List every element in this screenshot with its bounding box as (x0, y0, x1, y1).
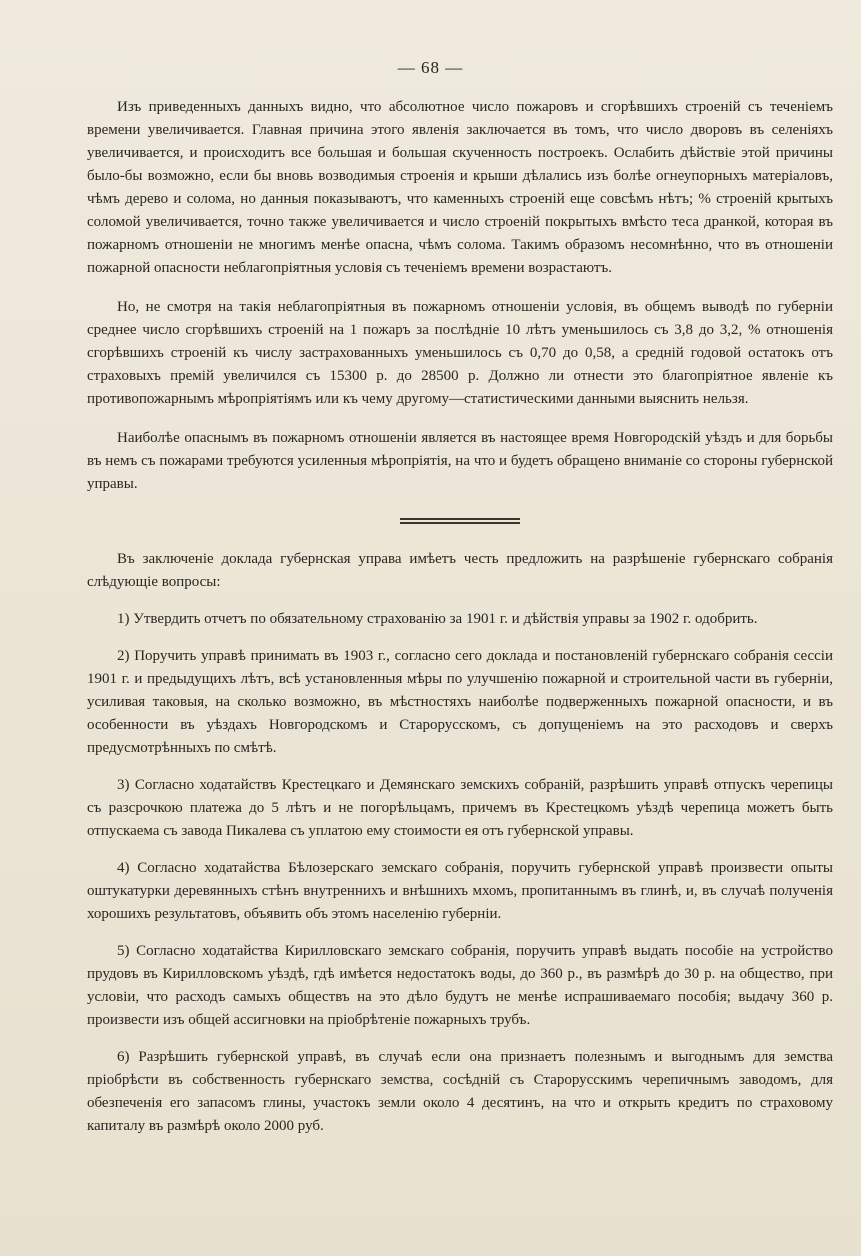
proposal-item-4: 4) Согласно ходатайства Бѣлозерскаго земскаго собранія, поручить губернской управѣ произвести опыты оштукатурки деревянныхъ стѣнъ внутреннихъ и внѣшнихъ мхомъ, пропитаннымъ въ глинѣ, и, въ случаѣ полученія хорошихъ результатовъ, объявить объ этомъ населенію губерніи. (87, 860, 833, 922)
paragraph-fire-measures: Но, не смотря на такія неблагопріятныя въ пожарномъ отношеніи условія, въ общемъ выводѣ по губерніи среднее число сгорѣвшихъ строеній на 1 пожаръ за послѣдніе 10 лѣтъ уменьшилось съ 3,8 до 3,2, % отношенія сгорѣвшихъ строеній къ числу застрахованныхъ уменьшилось съ 0,70 до 0,58, а средній годовой остатокъ отъ страховыхъ премій увеличился съ 15300 р. до 28500 р. Должно ли отнести это благопріятное явленіе къ противопожарнымъ мѣропріятіямъ или къ чему другому—статистическими данными выяснить нельзя. (87, 299, 833, 407)
proposal-item-2: 2) Поручить управѣ принимать въ 1903 г., согласно сего доклада и постановленій губернскаго собранія сессіи 1901 г. и предыдущихъ лѣтъ, всѣ установленныя мѣры по улучшенію пожарной и строительной части въ губерніи, усиливая таковыя, на сколько возможно, въ мѣстностяхъ наиболѣе подверженныхъ пожарной опасности, и въ особенности въ уѣздахъ Новгородскомъ и Старорусскомъ, съ допущеніемъ на это расходовъ и сверхъ предусмотрѣнныхъ по смѣтѣ. (87, 648, 833, 756)
section-divider (400, 518, 520, 524)
paragraph-fire-statistics: Изъ приведенныхъ данныхъ видно, что абсолютное число пожаровъ и сгорѣвшихъ строеній съ теченіемъ времени увеличивается. Главная причина этого явленія заключается въ томъ, что число дворовъ въ селеніяхъ увеличивается, и происходитъ все большая и большая скученность построекъ. Ослабить дѣйствіе этой причины было-бы возможно, если бы вновь возводимыя строенія и крыши дѣлались изъ болѣе огнеупорныхъ матеріаловъ, чѣмъ дерево и солома, но данныя показываютъ, что каменныхъ строеній еще совсѣмъ нѣтъ; % строеній крытыхъ соломой увеличивается, точно также увеличивается и число строеній покрытыхъ вмѣсто теса дранкой, которая въ пожарномъ отношеніи не многимъ менѣе опасна, чѣмъ солома. Такимъ образомъ несомнѣнно, что въ отношеніи пожарной опасности неблагопріятныя условія съ теченіемъ времени возрастаютъ. (87, 99, 833, 276)
page-content (87, 96, 833, 1152)
proposal-item-5: 5) Согласно ходатайства Кирилловскаго земскаго собранія, поручить управѣ выдать пособіе на устройство прудовъ въ Кирилловскомъ уѣздѣ, гдѣ имѣется недостатокъ воды, до 360 р., въ размѣрѣ до 30 р. на общество, при условіи, что расходъ самыхъ обществъ на это дѣло будутъ не менѣе испрашиваемаго пособія; выдачу 360 р. произвести изъ общей ассигновки на пріобрѣтеніе пожарныхъ трубъ. (87, 943, 833, 1028)
paragraph-proposal-intro: Въ заключеніе доклада губернская управа имѣетъ честь предложить на разрѣшеніе губернскаго собранія слѣдующіе вопросы: (87, 551, 833, 590)
paragraph-novgorod-district: Наиболѣе опаснымъ въ пожарномъ отношеніи является въ настоящее время Новгородскій уѣздъ и для борьбы въ немъ съ пожарами требуются усиленныя мѣропріятія, на что и будетъ обращено вниманіе со стороны губернской управы. (87, 430, 833, 492)
page-number: — 68 — (397, 58, 464, 77)
proposal-item-3: 3) Согласно ходатайствъ Крестецкаго и Демянскаго земскихъ собраній, разрѣшить управѣ отпускъ черепицы съ разсрочкою платежа до 5 лѣтъ и не погорѣльцамъ, причемъ въ Крестецкомъ уѣздѣ черепица можетъ быть отпускаема съ завода Пикалева съ уплатою ему стоимости ея отъ губернской управы. (87, 777, 833, 839)
proposal-item-6: 6) Разрѣшить губернской управѣ, въ случаѣ если она признаетъ полезнымъ и выгоднымъ для земства пріобрѣсти въ собственность губернскаго земства, сосѣдній съ Старорусскимъ черепичнымъ заводомъ, для обезпеченія его запасомъ глины, участокъ земли около 4 десятинъ, на что и открыть кредитъ по страховому капиталу въ размѣрѣ около 2000 руб. (87, 1049, 833, 1134)
proposal-item-1: 1) Утвердить отчетъ по обязательному страхованію за 1901 г. и дѣйствія управы за 1902 г. одобрить. (117, 611, 758, 627)
